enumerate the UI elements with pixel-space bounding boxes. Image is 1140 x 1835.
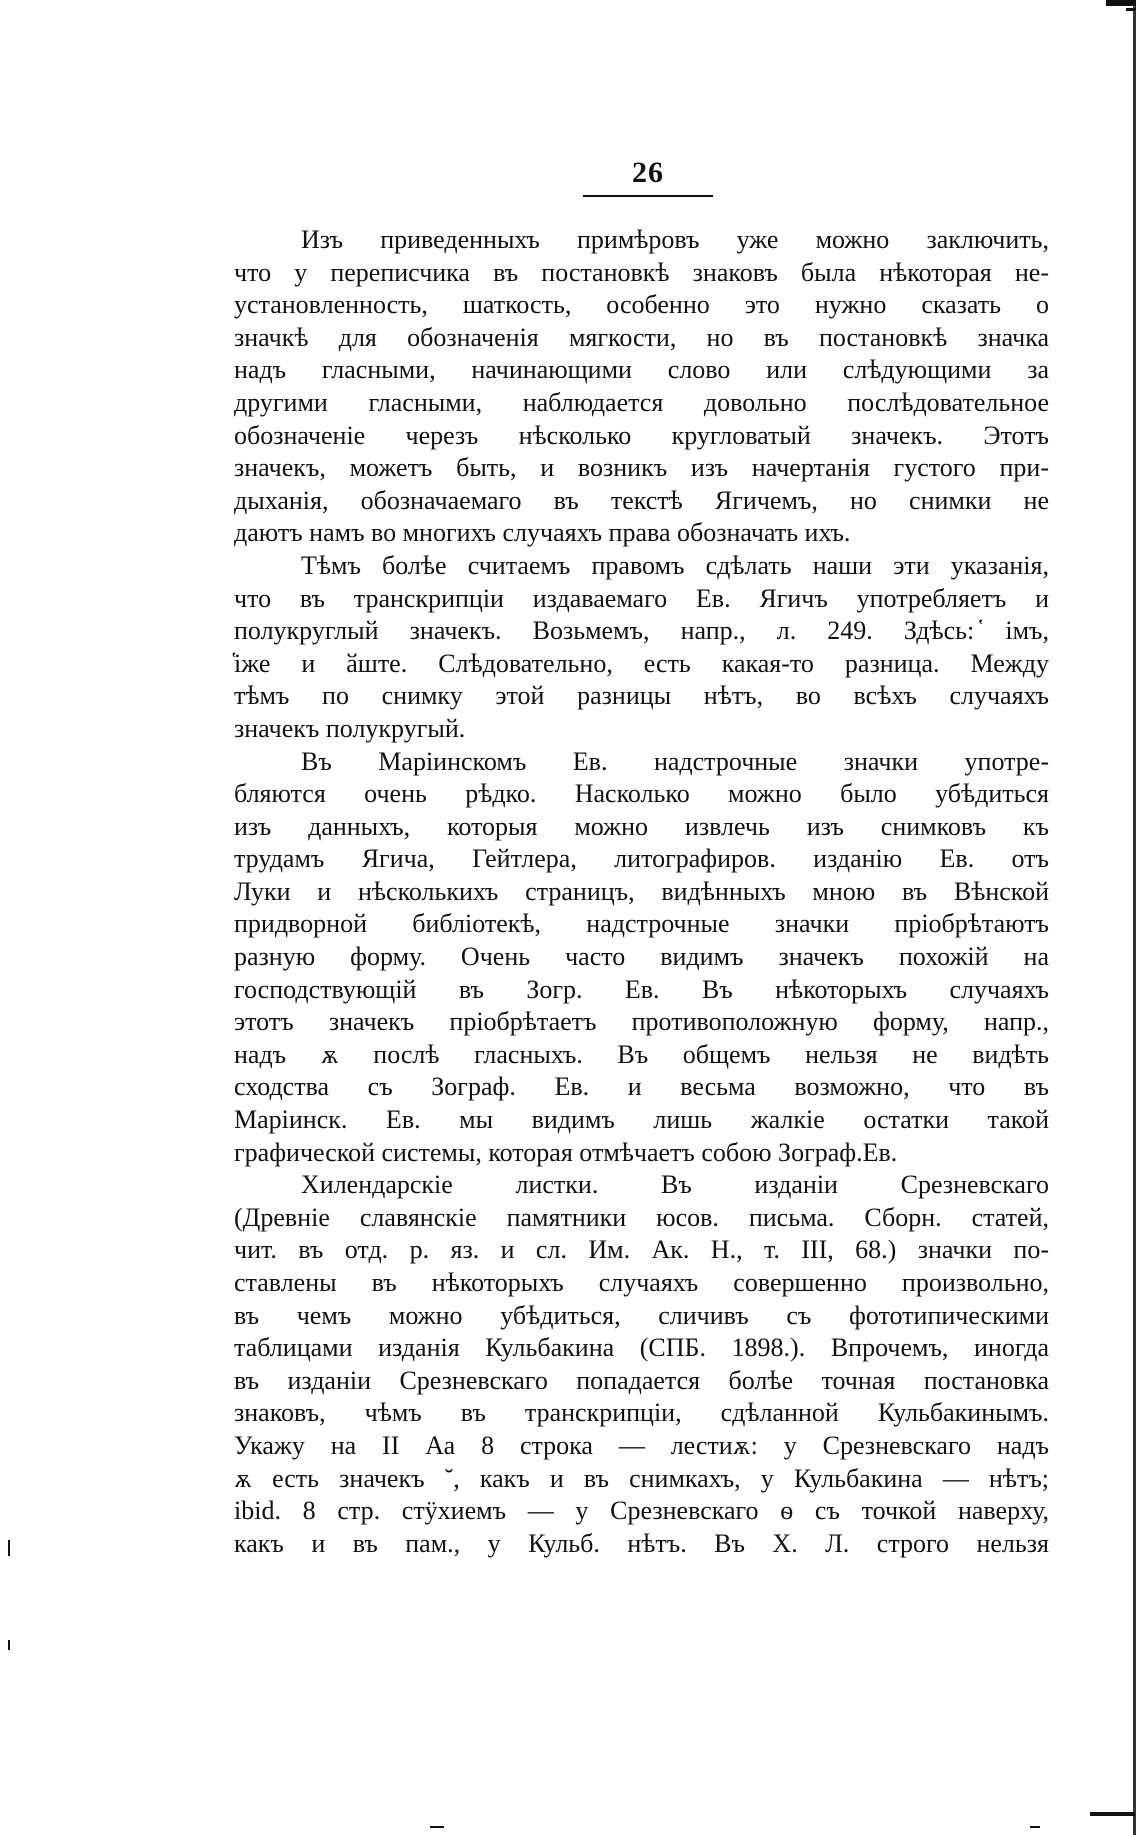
text-line: въ чемъ можно убѣдиться, сличивъ съ фототипическими — [234, 1300, 1049, 1330]
text-line: бляются очень рѣдко. Насколько можно было убѣдиться — [234, 779, 1049, 809]
text-line: трудамъ Ягича, Гейтлера, литографиров. изданію Ев. отъ — [234, 844, 1049, 874]
text-line: Маріинск. Ев. мы видимъ лишь жалкіе остатки такой — [234, 1105, 1049, 1135]
text-line: установленность, шаткость, особенно это нужно сказать о — [234, 290, 1049, 320]
text-line: ставлены въ нѣкоторыхъ случаяхъ совершенно произвольно, — [234, 1268, 1049, 1297]
scan-mark-bottom-1 — [430, 1826, 444, 1828]
scan-mark-top-right — [1106, 0, 1136, 6]
text-line: какъ и въ пам., у Кульб. нѣтъ. Въ Х. Л. строго нельзя — [234, 1528, 1049, 1558]
text-line: графической системы, которая отмѣчаетъ собою Зограф.Ев. — [234, 1137, 898, 1167]
text-line: обозначеніе черезъ нѣсколько кругловатый значекъ. Этотъ — [234, 420, 1049, 450]
text-line: Въ Маріинскомъ Ев. надстрочные значки употре- — [301, 746, 1049, 776]
text-line: разную форму. Очень часто видимъ значекъ похожій на — [234, 942, 1049, 972]
page-number-rule — [583, 195, 713, 197]
text-line: ibid. 8 стр. стӱхиемъ — у Срезневскаго ѳ съ точкой наверху, — [234, 1496, 1049, 1526]
page-number: 26 — [632, 156, 664, 189]
scan-mark-bottom-2 — [1030, 1826, 1040, 1828]
text-line: знаковъ, чѣмъ въ транскрипціи, сдѣланной Кульбакинымъ. — [234, 1398, 1049, 1428]
text-line: (Древніе славянскіе памятники юсов. письма. Сборн. статей, — [234, 1202, 1049, 1232]
text-line: таблицами изданія Кульбакина (СПБ. 1898.). Впрочемъ, иногда — [234, 1333, 1049, 1363]
text-line: значекъ, можетъ быть, и возникъ изъ начертанія густого при- — [234, 453, 1049, 483]
text-line: что въ транскрипціи издаваемаго Ев. Ягичъ употребляетъ и — [234, 583, 1049, 613]
text-line: Луки и нѣсколькихъ страницъ, видѣнныхъ мною въ Вѣнской — [234, 876, 1049, 906]
text-line: сходства съ Зограф. Ев. и весьма возможно, что въ — [234, 1072, 1049, 1102]
body-text — [234, 224, 1049, 1560]
text-line: надъ ѫ послѣ гласныхъ. Въ общемъ нельзя не видѣть — [234, 1039, 1049, 1069]
text-line: значкѣ для обозначенія мягкости, но въ постановкѣ значка — [234, 322, 1049, 352]
text-line: изъ данныхъ, которыя можно извлечь изъ снимковъ къ — [234, 811, 1049, 841]
text-line: Изъ приведенныхъ примѣровъ уже можно заключить, — [301, 225, 1049, 254]
text-line: этотъ значекъ пріобрѣтаетъ противоположную форму, напр., — [234, 1007, 1049, 1037]
text-line: значекъ полукругый. — [234, 713, 466, 743]
text-line: ѫ есть значекъ ˘, какъ и въ снимкахъ, у Кульбакина — нѣтъ; — [234, 1463, 1049, 1493]
text-line: Тѣмъ болѣе считаемъ правомъ сдѣлать наши эти указанія, — [301, 550, 1049, 580]
text-line: Укажу на II Аа 8 строка — лестиѫ: у Срезневскаго надъ — [234, 1430, 1049, 1460]
text-line: полукруглый значекъ. Возьмемъ, напр., л. 249. Здѣсь: ̔імъ, — [234, 616, 1049, 646]
text-line: что у переписчика въ постановкѣ знаковъ была нѣкоторая не- — [234, 257, 1049, 287]
text-line: Хилендарскіе листки. Въ изданіи Срезневскаго — [301, 1170, 1049, 1200]
scan-mark-left-1 — [8, 1540, 10, 1556]
text-line: дыханія, обозначаемаго въ текстѣ Ягичемъ, но снимки не — [234, 485, 1049, 515]
text-line: господствующій въ Зогр. Ев. Въ нѣкоторыхъ случаяхъ — [234, 974, 1049, 1004]
text-line: придворной библіотекѣ, надстрочные значки пріобрѣтаютъ — [234, 909, 1049, 939]
text-line: ̔іже и ӑште. Слѣдовательно, есть какая-то разница. Между — [234, 648, 1049, 678]
text-line: тѣмъ по снимку этой разницы нѣтъ, во всѣхъ случаяхъ — [234, 681, 1049, 711]
scan-edge-right — [1133, 0, 1136, 1835]
text-line: чит. въ отд. р. яз. и сл. Им. Ак. Н., т. III, 68.) значки по- — [234, 1235, 1049, 1265]
scan-mark-left-2 — [8, 1640, 10, 1650]
scan-mark-bottom-right — [1090, 1812, 1135, 1816]
text-line: другими гласными, наблюдается довольно послѣдовательное — [234, 387, 1049, 417]
text-line: надъ гласными, начинающими слово или слѣдующими за — [234, 355, 1049, 385]
text-line: даютъ намъ во многихъ случаяхъ права обозначать ихъ. — [234, 518, 851, 548]
text-line: въ изданіи Срезневскаго попадается болѣе точная постановка — [234, 1365, 1049, 1395]
